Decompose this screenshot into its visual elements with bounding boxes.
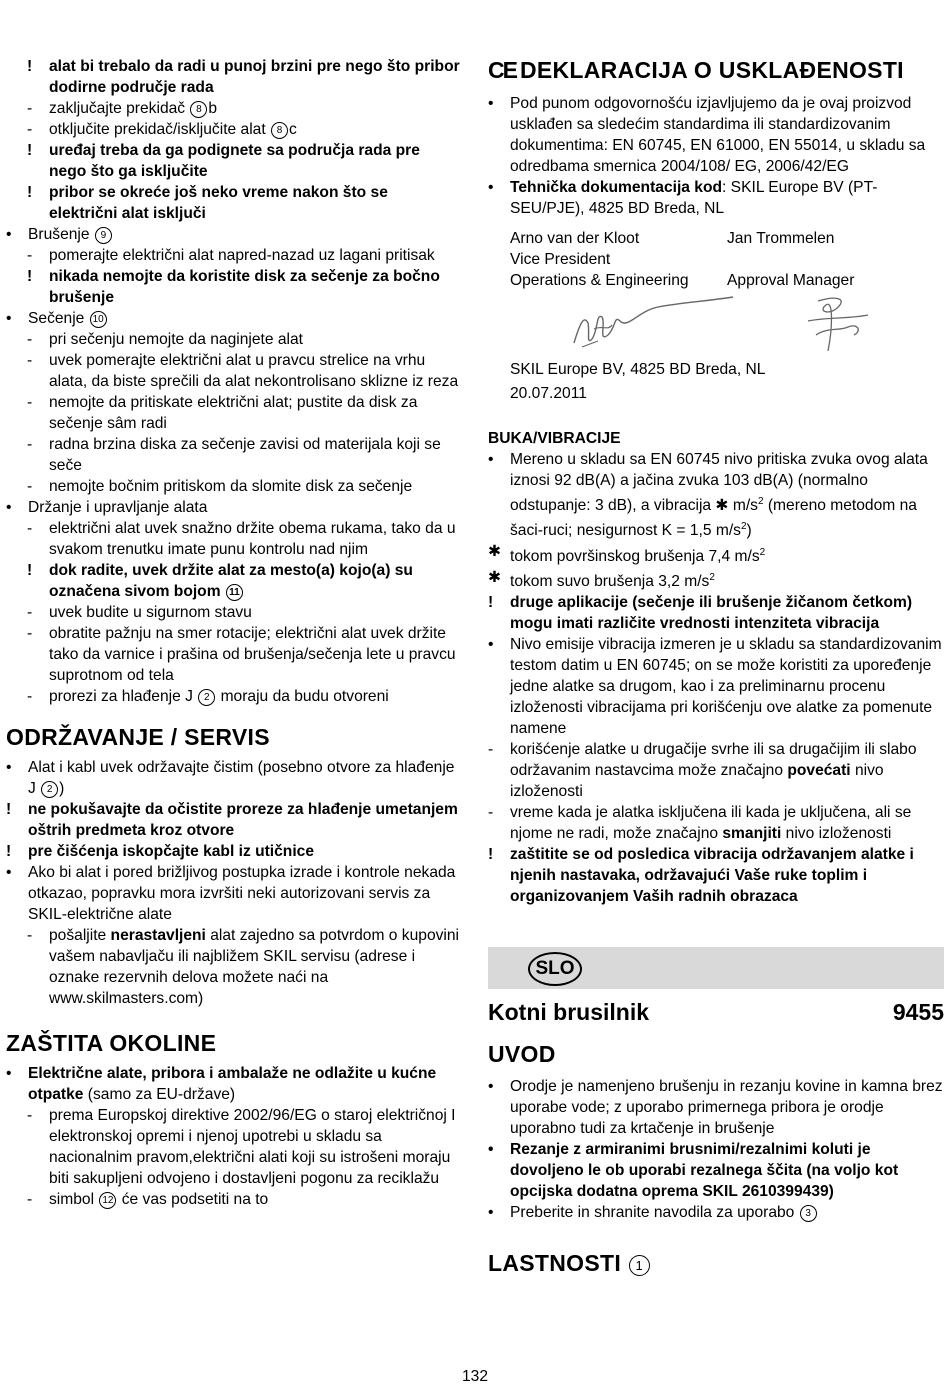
list-marker: • xyxy=(488,1077,494,1095)
text-run: Mereno u skladu sa EN 60745 nivo pritiska zvuka ovog alata iznosi 92 dB(A) a jačina zvuka 103 dB(A) (normalno odstupanje: 3 dB), a vibracija ✱ m/s xyxy=(510,451,928,515)
features-reference-number: 1 xyxy=(629,1255,650,1276)
list-item-text: uvek pomerajte električni alat u pravcu strelice na vrhu alata, da biste sprečili da alat nekontrolisano sklizne iz reza xyxy=(49,352,459,390)
list-marker: • xyxy=(488,179,494,196)
reference-number: 10 xyxy=(90,311,107,328)
list-item-text: Nivo emisije vibracija izmeren je u skladu sa standardizovanim testom datim u EN 60745; on se može koristiti za upoređenje jedne alatke sa drugom, kao i za preliminarnu procenu izloženosti vibracijama pri korišćenju ove alatke za pomenute namene xyxy=(510,635,942,737)
list-marker: - xyxy=(27,100,33,117)
list-marker: - xyxy=(27,478,33,495)
list-item-text: Ako bi alat i pored brižljivog postupka izrade i kontrole nekada otkazao, popravku mora izvršiti neki autorizovani servis za SKIL-električne alate xyxy=(28,864,456,923)
list-item-text: obratite pažnju na smer rotacije; električni alat uvek držite tako da varnice i prašina od brušenja/sečenja lete u pravcu suprotnom od tela xyxy=(49,625,456,684)
list-item-text xyxy=(49,100,217,117)
list-item xyxy=(6,757,460,799)
list-item-text: ne pokušavajte da očistite proreze za hlađenje umetanjem oštrih predmeta kroz otvore xyxy=(28,801,458,839)
list-item xyxy=(6,686,460,707)
text-run: ) xyxy=(59,780,65,797)
reference-number: 8 xyxy=(190,101,207,118)
list-item xyxy=(488,567,944,592)
list-item xyxy=(488,1202,944,1223)
list-marker: ✱ xyxy=(488,568,502,586)
reference-number: 3 xyxy=(800,1205,817,1222)
list-item-text xyxy=(510,1204,818,1221)
list-item-text: alat bi trebalo da radi u punoj brzini pre nego što pribor dodirne područje rada xyxy=(49,58,460,96)
list-marker: ! xyxy=(27,184,33,201)
reference-number: 8 xyxy=(271,122,288,139)
text-run: c xyxy=(289,121,297,138)
list-marker: - xyxy=(488,803,494,821)
list-marker: • xyxy=(6,864,12,881)
text-run: Brušenje xyxy=(28,226,94,243)
environment-list xyxy=(6,1063,460,1210)
list-item-text: električni alat uvek snažno držite obema rukama, tako da u svakom trenutku imate punu kontrolu nad njim xyxy=(49,520,456,558)
list-marker: ! xyxy=(27,142,33,159)
list-item-text: pri sečenju nemojte da naginjete alat xyxy=(49,331,303,348)
list-item xyxy=(488,177,944,219)
list-marker: ! xyxy=(6,801,12,818)
list-item-text: nemojte da pritiskate električni alat; pustite da disk za sečenje sâm radi xyxy=(49,394,418,432)
list-item-text: druge aplikacije (sečenje ili brušenje žičanom četkom) mogu imati različite vrednosti intenziteta vibracija xyxy=(510,593,913,632)
maintenance-list xyxy=(6,757,460,1009)
list-marker: • xyxy=(488,1140,494,1158)
list-item-text xyxy=(49,121,297,138)
text-run: Alat i kabl uvek održavajte čistim (posebno otvore za hlađenje J xyxy=(28,759,455,797)
list-item-text: Pod punom odgovornošću izjavljujemo da je ovaj proizvod usklađen sa sledećim standardima ili standardizovanim dokumentima: EN 60745, EN 61000, EN 55014, u skladu sa odredbama smernica 2004/108/ EG, 2006/42/EG xyxy=(510,95,926,175)
list-item xyxy=(6,392,460,434)
text-run: b xyxy=(208,100,218,117)
text-run: simbol xyxy=(49,1191,99,1208)
list-item xyxy=(6,476,460,497)
list-marker: ! xyxy=(27,268,33,285)
list-item-text: nemojte bočnim pritiskom da slomite disk za sečenje xyxy=(49,478,413,495)
list-item-text xyxy=(510,804,911,842)
list-item-text xyxy=(28,310,108,327)
noise-vibration-heading: BUKA/VIBRACIJE xyxy=(488,430,621,447)
text-run: prorezi za hlađenje J xyxy=(49,688,198,705)
list-marker: ! xyxy=(488,593,494,611)
list-item-text: uvek budite u sigurnom stavu xyxy=(49,604,252,621)
text-run: korišćenje alatke u drugačije svrhe ili sa drugačijim ili slabo održavanim nastavcima može značajno xyxy=(510,740,917,779)
list-item-text xyxy=(510,741,917,800)
company-address: SKIL Europe BV, 4825 BD Breda, NL xyxy=(510,361,766,378)
list-item xyxy=(6,1105,460,1189)
list-item-text xyxy=(28,1065,436,1103)
environment-heading: ZAŠTITA OKOLINE xyxy=(6,1030,217,1056)
text-run: tokom suvo brušenja 3,2 m/s xyxy=(510,572,710,590)
list-marker: - xyxy=(27,604,33,621)
bold-text: Električne alate, pribora i ambalaže ne odlažite u kućne otpatke xyxy=(28,1065,437,1103)
text-run: ) xyxy=(746,522,752,540)
superscript: 2 xyxy=(740,521,747,533)
list-item-text xyxy=(510,451,928,539)
language-band xyxy=(488,947,944,989)
list-item xyxy=(488,449,944,541)
text-run: pošaljite xyxy=(49,927,111,944)
text-run: Sečenje xyxy=(28,310,89,327)
list-marker: - xyxy=(27,436,33,453)
list-marker: • xyxy=(6,759,12,776)
list-item xyxy=(6,799,460,841)
list-item-text: nikada nemojte da koristite disk za sečenje za bočno brušenje xyxy=(49,268,440,306)
signature-icon xyxy=(788,291,878,357)
signatory-title: Approval Manager xyxy=(727,272,855,289)
signatures xyxy=(488,291,944,359)
list-item-text: pomerajte električni alat napred-nazad uz lagani pritisak xyxy=(49,247,435,264)
list-item-text: Rezanje z armiranimi brusnimi/rezalnimi koluti je dovoljeno le ob uporabi rezalnega ščita (na voljo kot opcijska dodatna oprema SKIL 2610399439) xyxy=(510,1140,899,1200)
text-run: tokom površinskog brušenja 7,4 m/s xyxy=(510,547,760,565)
text-run: (samo za EU-države) xyxy=(83,1086,236,1103)
list-marker: ! xyxy=(27,562,33,579)
list-item xyxy=(6,245,460,266)
product-number: 9455 xyxy=(892,998,944,1025)
list-item xyxy=(488,592,944,634)
superscript: 2 xyxy=(709,571,715,583)
text-run: nivo izloženosti xyxy=(781,824,892,842)
features-heading: LASTNOSTI 1 xyxy=(488,1249,944,1277)
list-item xyxy=(6,862,460,925)
list-item-text xyxy=(28,226,113,243)
bold-text: nerastavljeni xyxy=(110,927,206,944)
text-run: vreme kada je alatka isključena ili kada je uključena, ali se njome ne radi, može značajno xyxy=(510,803,912,842)
list-item-text xyxy=(510,573,715,590)
reference-number: 12 xyxy=(99,1192,116,1209)
intro-heading: UVOD xyxy=(488,1040,556,1067)
list-marker: • xyxy=(488,95,494,112)
list-item xyxy=(6,266,460,308)
signature-icon xyxy=(568,293,738,353)
list-item-text: Orodje je namenjeno brušenju in rezanju kovine in kamna brez uporabe vode; z uporabo primernega pribora je orodje uporabno tudi za krtačenje in brušenje xyxy=(510,1077,943,1137)
list-marker: • xyxy=(488,635,494,653)
list-item-text: prema Europskoj direktive 2002/96/EG o staroj električnoj I elektronskoj opremi i njenoj upotrebi u skladu sa nacionalnim pravom,električni alati koji su istrošeni moraju biti sakupljeni odvojeno i dostavljeni pogonu za reciklažu xyxy=(49,1107,456,1187)
list-marker: ! xyxy=(27,58,33,75)
list-marker: • xyxy=(488,451,494,468)
list-marker: ✱ xyxy=(488,543,502,561)
intro-list xyxy=(488,1076,944,1223)
list-item xyxy=(6,350,460,392)
signatory-title: Vice President xyxy=(510,251,611,268)
list-item xyxy=(6,182,460,224)
reference-number: 2 xyxy=(41,781,58,798)
list-marker: - xyxy=(488,740,494,758)
list-item-text xyxy=(49,927,459,1007)
list-marker: - xyxy=(27,688,33,705)
declaration-date: 20.07.2011 xyxy=(510,385,587,402)
list-item xyxy=(488,739,944,802)
text-run: Preberite in shranite navodila za uporabo xyxy=(510,1203,799,1221)
reference-number: 11 xyxy=(226,584,243,601)
list-marker: - xyxy=(27,121,33,138)
bold-text: smanjiti xyxy=(722,824,782,842)
list-item-text: radna brzina diska za sečenje zavisi od materijala koji se seče xyxy=(49,436,441,474)
text-run: nivo izloženosti xyxy=(510,761,884,800)
list-marker: - xyxy=(27,927,33,944)
list-item-text: Držanje i upravljanje alata xyxy=(28,499,208,516)
reference-number: 9 xyxy=(95,227,112,244)
right-column xyxy=(488,56,944,1277)
list-item xyxy=(6,602,460,623)
text-run: moraju da budu otvoreni xyxy=(216,688,389,705)
text-run: (mereno metodom na šaci-ruci; nesigurnost K = 1,5 m/s xyxy=(510,497,917,540)
page-number: 132 xyxy=(461,1368,489,1385)
list-marker: ! xyxy=(6,843,12,860)
list-marker: ! xyxy=(488,845,494,863)
list-marker: - xyxy=(27,394,33,411)
list-item xyxy=(6,56,460,98)
usage-instructions-list xyxy=(6,56,460,707)
signatory-title: Operations & Engineering xyxy=(510,272,689,289)
superscript: 2 xyxy=(757,496,764,507)
list-item xyxy=(6,1063,460,1105)
list-item-text: pre čišćenja iskopčajte kabl iz utičnice xyxy=(28,843,315,860)
list-item xyxy=(488,1076,944,1139)
maintenance-heading: ODRŽAVANJE / SERVIS xyxy=(6,724,270,750)
list-item xyxy=(6,308,460,329)
list-item xyxy=(488,844,944,907)
signatories xyxy=(488,228,944,404)
bold-text: Tehnička dokumentacija kod xyxy=(510,179,723,196)
list-item xyxy=(6,623,460,686)
list-item xyxy=(6,497,460,518)
bold-text: povećati xyxy=(787,761,851,779)
list-item xyxy=(488,93,944,177)
list-item xyxy=(6,518,460,560)
superscript: 2 xyxy=(759,546,766,558)
product-title-row xyxy=(488,998,944,1026)
list-item xyxy=(6,140,460,182)
list-marker: - xyxy=(27,247,33,264)
declaration-list xyxy=(488,93,944,219)
list-item-text xyxy=(28,759,454,797)
list-marker: • xyxy=(6,1065,12,1082)
list-marker: • xyxy=(6,310,12,327)
language-badge: SLO xyxy=(528,952,582,986)
list-marker: • xyxy=(488,1203,494,1221)
list-marker: - xyxy=(27,352,33,369)
signatory-name: Jan Trommelen xyxy=(727,230,835,247)
list-item xyxy=(6,925,460,1009)
list-marker: - xyxy=(27,1107,33,1124)
reference-number: 2 xyxy=(198,689,215,706)
list-marker: • xyxy=(6,226,12,243)
noise-vibration-list xyxy=(488,449,944,907)
list-marker: - xyxy=(27,331,33,348)
list-marker: - xyxy=(27,625,33,642)
list-item-text: pribor se okreće još neko vreme nakon što se električni alat isključi xyxy=(49,184,388,222)
text-run: : SKIL Europe BV (PT-SEU/PJE), 4825 BD Breda, NL xyxy=(510,179,878,217)
list-item xyxy=(6,119,460,140)
ce-mark-icon: CE xyxy=(488,57,516,83)
list-marker: - xyxy=(27,1191,33,1208)
list-item-text: uređaj treba da ga podignete sa područja rada pre nego što ga isključite xyxy=(49,142,420,180)
list-item xyxy=(488,1139,944,1202)
signatory-title xyxy=(727,249,944,270)
list-item xyxy=(488,634,944,739)
list-item xyxy=(6,841,460,862)
signatory-name: Arno van der Kloot xyxy=(510,230,640,247)
list-item-text xyxy=(510,548,765,565)
list-item-text xyxy=(49,1191,268,1208)
text-run: alat zajedno sa potvrdom o kupovini vašem nabavljaču ili najbližem SKIL servisu (adrese i oznake rezervnih delova možete naći na www.skilmasters.com) xyxy=(49,927,460,1007)
list-item xyxy=(6,560,460,602)
text-run: dok radite, uvek držite alat za mesto(a) kojo(a) su označena sivom bojom xyxy=(49,562,413,600)
list-item xyxy=(6,1189,460,1210)
list-item xyxy=(6,224,460,245)
declaration-heading: CE DEKLARACIJA O USKLAĐENOSTI xyxy=(488,57,904,83)
list-item-text xyxy=(49,688,389,705)
list-item xyxy=(488,802,944,844)
product-name: Kotni brusilnik xyxy=(488,998,649,1025)
list-item xyxy=(6,98,460,119)
list-item xyxy=(6,329,460,350)
text-run: zaključajte prekidač xyxy=(49,100,190,117)
list-item-text xyxy=(510,179,877,217)
list-marker: • xyxy=(6,499,12,516)
list-item xyxy=(488,541,944,566)
text-run: će vas podsetiti na to xyxy=(117,1191,269,1208)
text-run: otključite prekidač/isključite alat xyxy=(49,121,271,138)
list-marker: - xyxy=(27,520,33,537)
left-column xyxy=(6,56,460,1210)
list-item-text xyxy=(49,562,413,600)
list-item xyxy=(6,434,460,476)
list-item-text: zaštitite se od posledica vibracija održavanjem alatke i njenih nastavaka, održavajući Vaše ruke toplim i organizovanjem Vaših radnih obrazaca xyxy=(510,845,914,905)
